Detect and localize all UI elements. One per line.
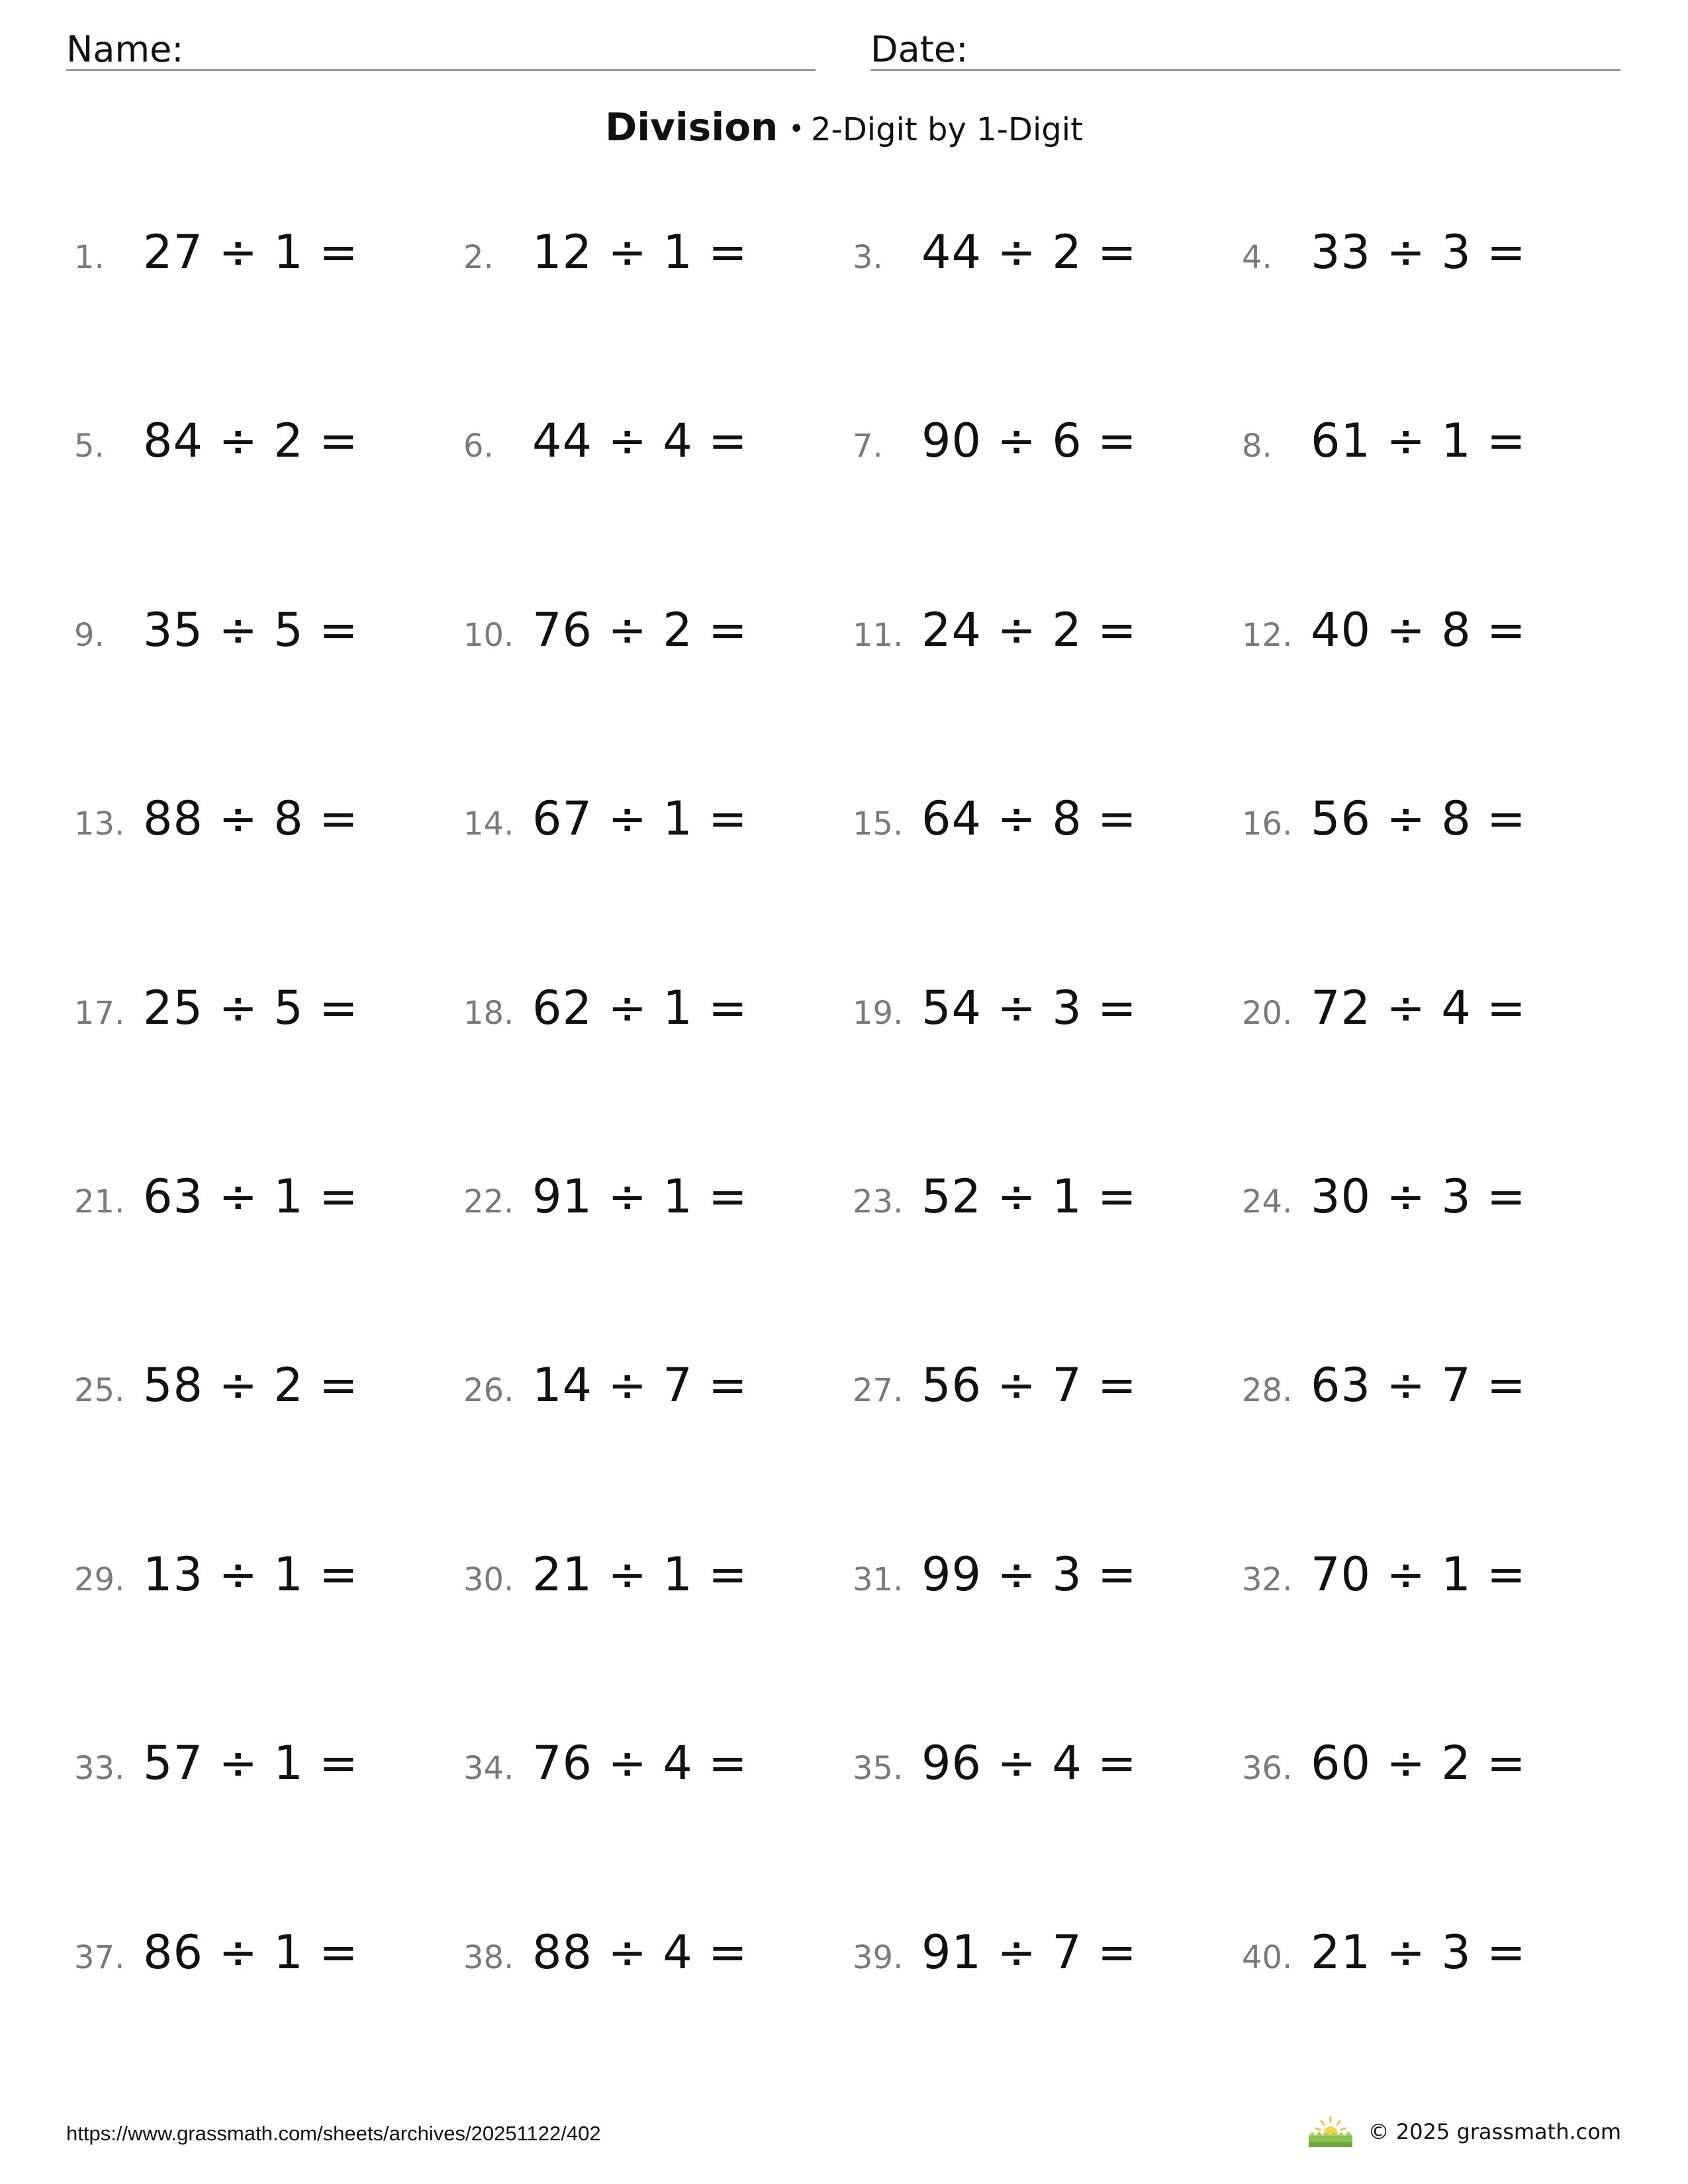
problem-item — [853, 1358, 1242, 1547]
date-field[interactable] — [870, 24, 1620, 71]
problem-expression: 13 ÷ 1 = — [143, 1547, 359, 1602]
problem-item — [74, 1736, 463, 1925]
problem-expression: 62 ÷ 1 = — [532, 980, 748, 1035]
problem-expression: 35 ÷ 5 = — [143, 602, 359, 657]
problem-number: 10. — [463, 616, 514, 654]
problem-number: 31. — [853, 1561, 904, 1598]
problem-number: 9. — [74, 616, 105, 654]
footer-url[interactable]: https://www.grassmath.com/sheets/archives/20251122/402 — [66, 2122, 601, 2145]
problem-item — [1242, 981, 1631, 1169]
problem-item — [74, 981, 463, 1169]
problem-item — [463, 1736, 853, 1925]
problem-item — [463, 414, 853, 602]
problem-number: 16. — [1242, 805, 1293, 843]
problem-expression: 33 ÷ 3 = — [1311, 225, 1526, 279]
problem-number: 5. — [74, 428, 105, 465]
problem-number: 34. — [463, 1750, 514, 1788]
problem-number: 13. — [74, 805, 125, 843]
problem-number: 17. — [74, 994, 125, 1032]
problem-number: 33. — [74, 1750, 125, 1788]
sun-over-grass-icon — [1307, 2116, 1354, 2148]
problem-number: 26. — [463, 1372, 514, 1410]
problem-expression: 70 ÷ 1 = — [1311, 1547, 1526, 1602]
problem-expression: 76 ÷ 4 = — [532, 1736, 748, 1791]
problem-number: 2. — [463, 239, 494, 276]
problem-expression: 84 ÷ 2 = — [143, 414, 359, 469]
problem-item — [74, 1925, 463, 2114]
worksheet-heading — [0, 105, 1688, 151]
problem-expression: 63 ÷ 7 = — [1311, 1358, 1526, 1413]
problem-expression: 54 ÷ 3 = — [921, 980, 1137, 1035]
problem-expression: 99 ÷ 3 = — [921, 1547, 1137, 1602]
problem-number: 4. — [1242, 239, 1272, 276]
problem-expression: 67 ÷ 1 = — [532, 792, 748, 846]
footer-branding — [1307, 2115, 1621, 2148]
problem-number: 20. — [1242, 994, 1293, 1032]
problem-number: 32. — [1242, 1561, 1293, 1598]
problem-expression: 25 ÷ 5 = — [143, 980, 359, 1035]
problem-item — [463, 981, 853, 1169]
problem-number: 15. — [853, 805, 904, 843]
problem-expression: 64 ÷ 8 = — [921, 792, 1137, 846]
problem-item — [74, 1169, 463, 1358]
problem-number: 39. — [853, 1938, 904, 1976]
problem-item — [1242, 225, 1631, 414]
problem-item — [853, 1925, 1242, 2114]
problem-number: 38. — [463, 1938, 514, 1976]
name-label: Name: — [66, 28, 184, 70]
problem-expression: 12 ÷ 1 = — [532, 225, 748, 279]
worksheet-subtitle: 2-Digit by 1-Digit — [810, 111, 1083, 148]
problem-item — [1242, 1736, 1631, 1925]
problem-item — [463, 225, 853, 414]
problem-item — [463, 1358, 853, 1547]
problem-item — [463, 1547, 853, 1736]
problem-expression: 40 ÷ 8 = — [1311, 602, 1526, 657]
problem-number: 22. — [463, 1183, 514, 1220]
problem-item — [853, 981, 1242, 1169]
problem-expression: 56 ÷ 7 = — [921, 1358, 1137, 1413]
problem-number: 40. — [1242, 1938, 1293, 1976]
problem-number: 23. — [853, 1183, 904, 1220]
problem-expression: 60 ÷ 2 = — [1311, 1736, 1526, 1791]
problem-item — [74, 603, 463, 792]
problem-item — [74, 225, 463, 414]
problem-expression: 86 ÷ 1 = — [143, 1925, 359, 1979]
problem-number: 11. — [853, 616, 904, 654]
problem-item — [853, 603, 1242, 792]
problem-expression: 52 ÷ 1 = — [921, 1169, 1137, 1224]
problem-number: 25. — [74, 1372, 125, 1410]
problem-item — [1242, 1358, 1631, 1547]
problem-expression: 91 ÷ 7 = — [921, 1925, 1137, 1979]
problem-expression: 27 ÷ 1 = — [143, 225, 359, 279]
problem-expression: 30 ÷ 3 = — [1311, 1169, 1526, 1224]
problem-expression: 21 ÷ 3 = — [1311, 1925, 1526, 1979]
problem-item — [74, 414, 463, 602]
problem-expression: 56 ÷ 8 = — [1311, 792, 1526, 846]
problem-expression: 57 ÷ 1 = — [143, 1736, 359, 1791]
problem-expression: 76 ÷ 2 = — [532, 602, 748, 657]
problem-item — [853, 414, 1242, 602]
problem-expression: 72 ÷ 4 = — [1311, 980, 1526, 1035]
problem-expression: 91 ÷ 1 = — [532, 1169, 748, 1224]
problem-item — [463, 603, 853, 792]
problem-expression: 61 ÷ 1 = — [1311, 414, 1526, 469]
problem-number: 24. — [1242, 1183, 1293, 1220]
problem-item — [463, 1169, 853, 1358]
problem-expression: 90 ÷ 6 = — [921, 414, 1137, 469]
problem-item — [463, 792, 853, 980]
problem-number: 30. — [463, 1561, 514, 1598]
problem-expression: 24 ÷ 2 = — [921, 602, 1137, 657]
problem-item — [1242, 1925, 1631, 2114]
problem-number: 35. — [853, 1750, 904, 1788]
problem-expression: 58 ÷ 2 = — [143, 1358, 359, 1413]
problem-item — [853, 792, 1242, 980]
problem-expression: 44 ÷ 2 = — [921, 225, 1137, 279]
problem-item — [1242, 603, 1631, 792]
problem-number: 28. — [1242, 1372, 1293, 1410]
problem-item — [853, 1169, 1242, 1358]
problem-number: 37. — [74, 1938, 125, 1976]
problem-expression: 44 ÷ 4 = — [532, 414, 748, 469]
problem-number: 27. — [853, 1372, 904, 1410]
problem-expression: 63 ÷ 1 = — [143, 1169, 359, 1224]
name-field[interactable] — [66, 24, 816, 71]
problem-number: 12. — [1242, 616, 1293, 654]
problem-number: 3. — [853, 239, 883, 276]
problem-number: 7. — [853, 428, 883, 465]
problem-number: 36. — [1242, 1750, 1293, 1788]
problem-item — [853, 1736, 1242, 1925]
problem-item — [853, 225, 1242, 414]
problem-number: 8. — [1242, 428, 1272, 465]
problem-item — [74, 1547, 463, 1736]
problem-item — [1242, 414, 1631, 602]
problem-expression: 88 ÷ 4 = — [532, 1925, 748, 1979]
problem-item — [853, 1547, 1242, 1736]
problem-item — [463, 1925, 853, 2114]
problem-number: 19. — [853, 994, 904, 1032]
problem-number: 29. — [74, 1561, 125, 1598]
problem-number: 21. — [74, 1183, 125, 1220]
problem-item — [1242, 1169, 1631, 1358]
problem-number: 14. — [463, 805, 514, 843]
copyright-text: © 2025 grassmath.com — [1368, 2119, 1621, 2144]
problem-item — [1242, 792, 1631, 980]
problem-expression: 88 ÷ 8 = — [143, 792, 359, 846]
problem-number: 6. — [463, 428, 494, 465]
worksheet-title: Division — [605, 105, 778, 150]
problem-expression: 96 ÷ 4 = — [921, 1736, 1137, 1791]
problem-item — [1242, 1547, 1631, 1736]
title-separator: • — [788, 114, 804, 144]
problem-expression: 21 ÷ 1 = — [532, 1547, 748, 1602]
date-label: Date: — [870, 28, 968, 70]
problem-item — [74, 792, 463, 980]
problem-item — [74, 1358, 463, 1547]
problem-expression: 14 ÷ 7 = — [532, 1358, 748, 1413]
problem-number: 1. — [74, 239, 105, 276]
problem-grid — [74, 225, 1631, 2114]
problem-number: 18. — [463, 994, 514, 1032]
